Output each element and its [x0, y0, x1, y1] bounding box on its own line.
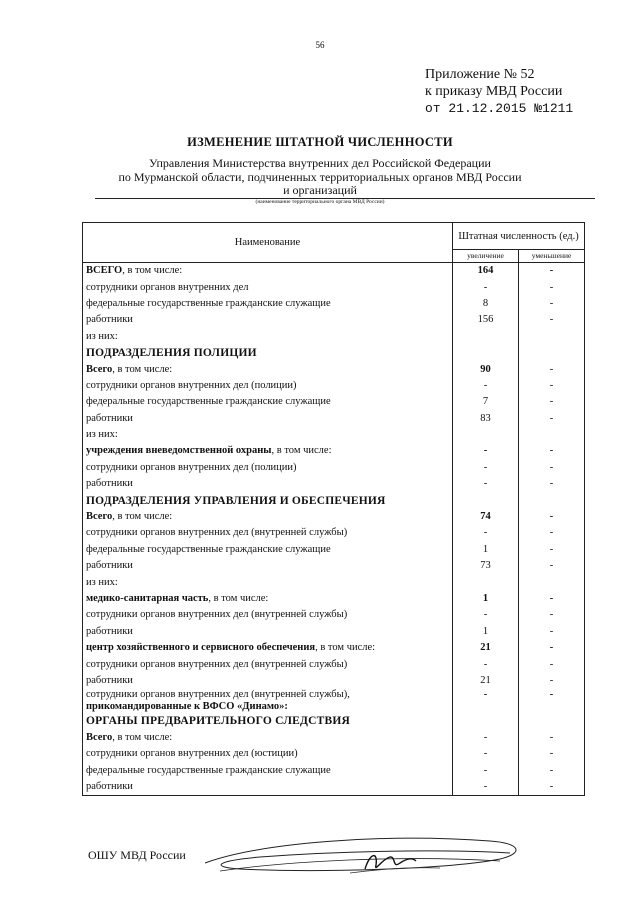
table-row — [83, 460, 585, 476]
staff-table — [82, 222, 585, 796]
row-decrease: - — [519, 673, 585, 689]
row-decrease: - — [519, 624, 585, 640]
row-name — [83, 730, 453, 746]
row-increase: - — [453, 730, 519, 746]
row-increase: - — [453, 779, 519, 796]
row-increase: - — [453, 378, 519, 394]
table-row — [83, 525, 585, 541]
table-row — [83, 345, 585, 361]
row-name-bold: Всего — [86, 731, 113, 743]
row-decrease: - — [519, 689, 585, 713]
row-name-bold: Всего — [86, 511, 113, 523]
row-decrease: - — [519, 656, 585, 672]
row-decrease: - — [519, 730, 585, 746]
row-name: работники — [83, 673, 453, 689]
row-name-line2-end: : — [284, 701, 288, 713]
row-name — [83, 443, 453, 459]
row-name-line2 — [86, 701, 288, 712]
row-increase: - — [453, 476, 519, 492]
row-increase — [453, 713, 519, 729]
row-name: работники — [83, 779, 453, 796]
organization-name — [0, 157, 640, 198]
row-increase: - — [453, 656, 519, 672]
table-row — [83, 624, 585, 640]
table-row — [83, 713, 585, 729]
table-row — [83, 492, 585, 508]
row-name-tail: , в том числе: — [112, 511, 173, 523]
row-increase: - — [453, 443, 519, 459]
row-name: сотрудники органов внутренних дел (полиции) — [83, 378, 453, 394]
table-row — [83, 542, 585, 558]
header-name: Наименование — [83, 223, 453, 263]
row-decrease: - — [519, 525, 585, 541]
table-row — [83, 378, 585, 394]
signature-scribble — [200, 823, 530, 893]
row-name — [83, 591, 453, 607]
row-name: федеральные государственные гражданские служащие — [83, 394, 453, 410]
row-decrease: - — [519, 591, 585, 607]
row-decrease: - — [519, 476, 585, 492]
row-decrease: - — [519, 279, 585, 295]
row-decrease: - — [519, 558, 585, 574]
row-decrease: - — [519, 394, 585, 410]
row-decrease: - — [519, 263, 585, 280]
table-row — [83, 329, 585, 345]
table-row — [83, 591, 585, 607]
row-increase: 83 — [453, 411, 519, 427]
section-heading: ПОДРАЗДЕЛЕНИЯ ПОЛИЦИИ — [83, 345, 453, 361]
document-title: ИЗМЕНЕНИЕ ШТАТНОЙ ЧИСЛЕННОСТИ — [187, 135, 453, 149]
row-decrease: - — [519, 509, 585, 525]
row-increase — [453, 345, 519, 361]
row-name-line2-text: прикомандированные к — [86, 701, 201, 713]
row-increase: 21 — [453, 640, 519, 656]
row-decrease — [519, 345, 585, 361]
row-decrease: - — [519, 443, 585, 459]
row-decrease: - — [519, 361, 585, 377]
row-decrease: - — [519, 542, 585, 558]
row-increase: 1 — [453, 542, 519, 558]
table-row — [83, 427, 585, 443]
row-name: федеральные государственные гражданские служащие — [83, 762, 453, 778]
appendix-line-2: к приказу МВД России — [425, 84, 563, 99]
table-row — [83, 509, 585, 525]
section-heading: ОРГАНЫ ПРЕДВАРИТЕЛЬНОГО СЛЕДСТВИЯ — [83, 713, 453, 729]
org-line-1: Управления Министерства внутренних дел Российской Федерации — [149, 156, 491, 170]
table-row — [83, 443, 585, 459]
org-line-3: и организаций — [283, 183, 357, 197]
row-decrease: - — [519, 296, 585, 312]
row-name-tail: , в том числе: — [112, 363, 173, 375]
row-increase: 90 — [453, 361, 519, 377]
row-name-tail: , в том числе: — [208, 593, 269, 604]
row-name — [83, 689, 453, 713]
table-row — [83, 730, 585, 746]
row-name: сотрудники органов внутренних дел (внутренней службы) — [83, 525, 453, 541]
row-decrease: - — [519, 378, 585, 394]
header-staff-count: Штатная численность (ед.) — [453, 223, 585, 250]
row-name — [83, 640, 453, 656]
row-decrease: - — [519, 607, 585, 623]
row-name: сотрудники органов внутренних дел (внутренней службы) — [83, 607, 453, 623]
appendix-line-3: от 21.12.2015 №1211 — [425, 101, 574, 116]
row-name-tail: , в том числе: — [122, 265, 183, 277]
table-row — [83, 656, 585, 672]
row-name: работники — [83, 624, 453, 640]
table-row — [83, 361, 585, 377]
row-decrease: - — [519, 762, 585, 778]
table-row — [83, 296, 585, 312]
row-decrease: - — [519, 779, 585, 796]
row-name: из них: — [83, 574, 453, 590]
row-decrease — [519, 492, 585, 508]
row-increase: 1 — [453, 591, 519, 607]
row-increase: - — [453, 607, 519, 623]
row-increase: 8 — [453, 296, 519, 312]
row-name — [83, 509, 453, 525]
row-increase — [453, 492, 519, 508]
row-name-tail: , в том числе: — [271, 445, 332, 457]
row-name-line1: сотрудники органов внутренних дел (внутренней службы), — [86, 689, 350, 701]
row-name-bold: ВСЕГО — [86, 265, 123, 277]
row-name: федеральные государственные гражданские служащие — [83, 542, 453, 558]
row-increase: 164 — [453, 263, 519, 280]
table-row — [83, 607, 585, 623]
row-increase: 7 — [453, 394, 519, 410]
row-increase: 156 — [453, 312, 519, 328]
row-decrease — [519, 427, 585, 443]
row-name-bold: медико-санитарная часть — [86, 593, 209, 604]
header-increase: увеличение — [453, 250, 519, 263]
page-number: 56 — [315, 40, 325, 50]
row-name: из них: — [83, 427, 453, 443]
row-increase: - — [453, 525, 519, 541]
row-decrease: - — [519, 746, 585, 762]
table-row — [83, 574, 585, 590]
org-caption: (наименование территориального органа МВД России) — [255, 199, 385, 205]
row-increase: 21 — [453, 673, 519, 689]
row-name-bold: учреждения вневедомственной охраны — [86, 445, 272, 457]
table-row — [83, 411, 585, 427]
row-decrease: - — [519, 312, 585, 328]
table-row — [83, 263, 585, 280]
row-name: из них: — [83, 329, 453, 345]
table-row — [83, 312, 585, 328]
table-row — [83, 394, 585, 410]
row-increase — [453, 574, 519, 590]
row-increase: - — [453, 460, 519, 476]
row-decrease: - — [519, 460, 585, 476]
row-increase: - — [453, 762, 519, 778]
table-row — [83, 762, 585, 778]
appendix-block — [425, 66, 573, 117]
footer-department: ОШУ МВД России — [88, 848, 186, 862]
row-name — [83, 361, 453, 377]
row-decrease — [519, 329, 585, 345]
row-name: работники — [83, 411, 453, 427]
row-name: сотрудники органов внутренних дел (полиции) — [83, 460, 453, 476]
row-name: федеральные государственные гражданские служащие — [83, 296, 453, 312]
row-decrease: - — [519, 411, 585, 427]
table-row — [83, 640, 585, 656]
org-line-2: по Мурманской области, подчиненных территориальных органов МВД России — [118, 169, 522, 184]
table-row — [83, 673, 585, 689]
row-name: работники — [83, 558, 453, 574]
header-decrease: уменьшение — [519, 250, 585, 263]
row-increase: 1 — [453, 624, 519, 640]
appendix-line-1: Приложение № 52 — [425, 67, 535, 82]
table-row — [83, 779, 585, 796]
section-heading: ПОДРАЗДЕЛЕНИЯ УПРАВЛЕНИЯ И ОБЕСПЕЧЕНИЯ — [83, 492, 453, 508]
row-name-tail: , в том числе: — [112, 731, 173, 743]
row-name: сотрудники органов внутренних дел (внутренней службы) — [83, 656, 453, 672]
row-name-bold: Всего — [86, 363, 113, 375]
row-name — [83, 263, 453, 280]
row-decrease — [519, 574, 585, 590]
row-increase — [453, 427, 519, 443]
row-name: работники — [83, 476, 453, 492]
table-row — [83, 476, 585, 492]
row-increase: - — [453, 279, 519, 295]
row-name-line2-bold: ВФСО «Динамо» — [202, 701, 285, 713]
row-increase: - — [453, 746, 519, 762]
row-increase — [453, 329, 519, 345]
table-row — [83, 558, 585, 574]
row-increase: 74 — [453, 509, 519, 525]
table-row — [83, 746, 585, 762]
row-name: сотрудники органов внутренних дел — [83, 279, 453, 295]
row-increase: 73 — [453, 558, 519, 574]
table-row — [83, 689, 585, 713]
row-decrease — [519, 713, 585, 729]
row-name-tail: , в том числе: — [315, 642, 376, 654]
row-decrease: - — [519, 640, 585, 656]
row-increase: - — [453, 689, 519, 713]
row-name: сотрудники органов внутренних дел (юстиции) — [83, 746, 453, 762]
row-name: работники — [83, 312, 453, 328]
row-name-bold: центр хозяйственного и сервисного обеспечения — [86, 642, 316, 654]
table-row — [83, 279, 585, 295]
